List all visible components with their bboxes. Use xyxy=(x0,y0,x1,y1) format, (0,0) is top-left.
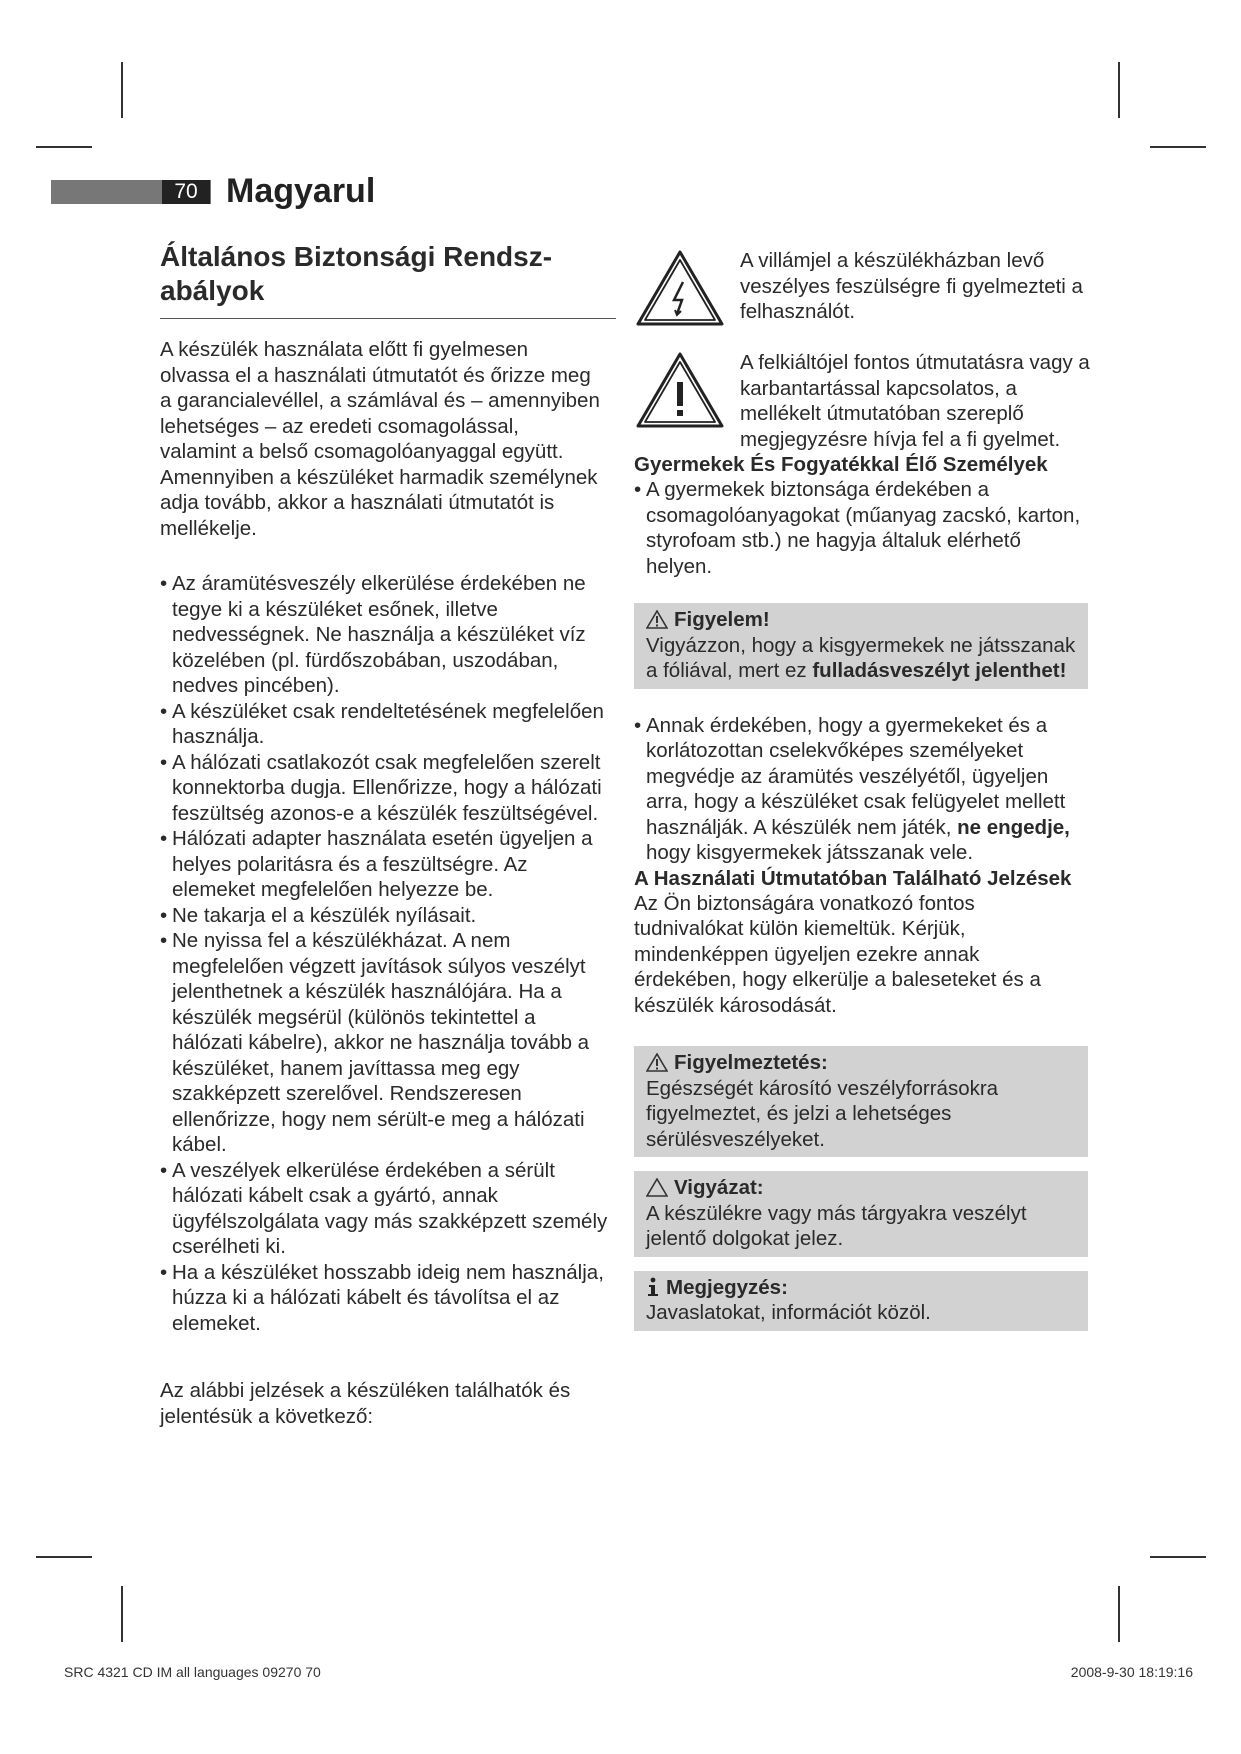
caution-title: Vigyázat: xyxy=(674,1176,764,1199)
exclamation-symbol-text: A felkiáltójel fontos útmutatásra vagy a karbantartással kapcsolatos, a mellékelt útmutatóban szereplő megjegyzésre hívja fel a fi gyelmet. xyxy=(740,351,1090,451)
children-heading: Gyermekek És Fogyatékkal Élő Személyek xyxy=(634,453,1048,476)
exclamation-warning-icon xyxy=(634,350,726,430)
list-item: • Ha a készüléket hosszabb ideig nem használja, húzza ki a hálózati kábelt és távolítsa el az elemeket. xyxy=(160,1260,610,1337)
lightning-warning-icon xyxy=(634,248,726,328)
page-number: 70 xyxy=(162,180,210,204)
footer-right: 2008-9-30 18:19:16 xyxy=(1070,1664,1193,1680)
exclamation-symbol-row xyxy=(634,350,1090,452)
figyelem-text: Vigyázzon, hogy a kisgyermekek ne játsszanak a fóliával, mert ez xyxy=(646,633,1076,682)
list-item: • Az áramütésveszély elkerülése érdekében ne tegye ki a készüléket esőnek, illetve nedvességnek. Ne használja a készüléket víz közelében (pl. fürdőszobában, uszodában, nedves pincében). xyxy=(160,571,610,699)
crop-mark xyxy=(121,62,123,118)
section-title: Általános Biztonsági Rendsz-abályok xyxy=(160,240,616,319)
list-item: • Ne takarja el a készülék nyílásait. xyxy=(160,903,610,929)
right-column xyxy=(634,248,1090,1331)
lightning-symbol-row xyxy=(634,248,1090,328)
crop-mark xyxy=(36,146,92,148)
list-item: • A gyermekek biztonsága érdekében a csomagolóanyagokat (műanyag zacskó, karton, styrofoam stb.) ne hagyja általuk elérhető helyen. xyxy=(634,477,1089,579)
info-icon xyxy=(646,1277,660,1297)
note-text: Javaslatokat, információt közöl. xyxy=(646,1301,931,1324)
note-title: Megjegyzés: xyxy=(666,1275,788,1299)
warning-title: Figyelmeztetés: xyxy=(674,1051,828,1074)
caution-text: A készülékre vagy más tárgyakra veszélyt jelentő dolgokat jelez. xyxy=(646,1201,1027,1250)
crop-mark xyxy=(1118,1586,1120,1642)
lightning-symbol-text: A villámjel a készülékházban levő veszélyes feszülségre fi gyelmezteti a felhasználót. xyxy=(740,249,1083,323)
crop-mark xyxy=(1118,62,1120,118)
protection-list xyxy=(634,713,1089,866)
intro-paragraph: A készülék használata előtt fi gyelmesen olvassa el a használati útmutatót és őrizze meg a garancialevéllel, a számlával és – amennyiben lehetséges – az eredeti csomagolással, valamint a belső csomagolóanyaggal együtt. Amennyiben a készüléket harmadik személynek adja tovább, akkor a használati útmutatót is mellékelje. xyxy=(160,338,600,540)
caution-box xyxy=(634,1171,1088,1257)
left-column xyxy=(160,240,620,1429)
closing-paragraph: Az alábbi jelzések a készüléken találhatók és jelentésük a következő: xyxy=(160,1379,571,1428)
caution-triangle-icon xyxy=(646,1178,668,1197)
list-item: • A veszélyek elkerülése érdekében a sérült hálózati kábelt csak a gyártó, annak ügyfélszolgálata vagy más szakképzett személy cserélheti ki. xyxy=(160,1158,610,1260)
note-box xyxy=(634,1271,1088,1331)
symbols-heading: A Használati Útmutatóban Található Jelzések xyxy=(634,866,1072,890)
list-item: • A hálózati csatlakozót csak megfelelően szerelt konnektorba dugja. Ellenőrizze, hogy a hálózati feszültség azonos-e a készülék feszültségével. xyxy=(160,750,610,827)
children-list xyxy=(634,477,1089,579)
figyelem-emphasis: fulladásveszélyt jelenthet! xyxy=(812,659,1067,682)
symbols-intro: Az Ön biztonságára vonatkozó fontos tudnivalókat külön kiemeltük. Kérjük, mindenképpen ügyeljen ezekre annak érdekében, hogy elkerülje a baleseteket és a készülék károsodását. xyxy=(634,891,1041,1017)
crop-mark xyxy=(1150,146,1206,148)
crop-mark xyxy=(36,1556,92,1558)
warning-box xyxy=(634,1046,1088,1157)
list-item: • Hálózati adapter használata esetén ügyeljen a helyes polaritásra és a feszültségre. Az elemeket megfelelően helyezze be. xyxy=(160,826,610,903)
figyelem-title: Figyelem! xyxy=(674,608,770,631)
footer-left: SRC 4321 CD IM all languages 09270 70 xyxy=(64,1664,321,1680)
crop-mark xyxy=(1150,1556,1206,1558)
list-item: • Ne nyissa fel a készülékházat. A nem megfelelően végzett javítások súlyos veszélyt jelenthetnek a készülék használójára. Ha a készülék megsérül (különös tekintettel a hálózati kábelre), akkor ne használja tovább a készüléket, hanem javíttassa meg egy szakképzett szerelővel. Rendszeresen ellenőrizze, hogy nem sérült-e meg a hálózati kábel. xyxy=(160,928,610,1158)
safety-list xyxy=(160,571,610,1336)
figyelem-box xyxy=(634,603,1088,689)
protect-emphasis: ne engedje, xyxy=(957,815,1070,839)
warning-triangle-icon xyxy=(646,610,668,629)
list-item: • Annak érdekében, hogy a gyermekeket és a korlátozottan cselekvőképes személyeket megvédje az áramütés veszélyétől, ügyeljen arra, hogy a készüléket csak felügyelet mellett használják. A készülék nem játék, ne engedje, hogy kisgyermekek játsszanak vele. xyxy=(634,713,1089,866)
crop-mark xyxy=(121,1586,123,1642)
warning-text: Egészségét károsító veszélyforrásokra figyelmeztet, és jelzi a lehetséges sérülésveszélyeket. xyxy=(646,1076,999,1151)
warning-triangle-icon xyxy=(646,1053,668,1072)
list-item: • A készüléket csak rendeltetésének megfelelően használja. xyxy=(160,699,610,750)
language-title: Magyarul xyxy=(226,172,376,210)
